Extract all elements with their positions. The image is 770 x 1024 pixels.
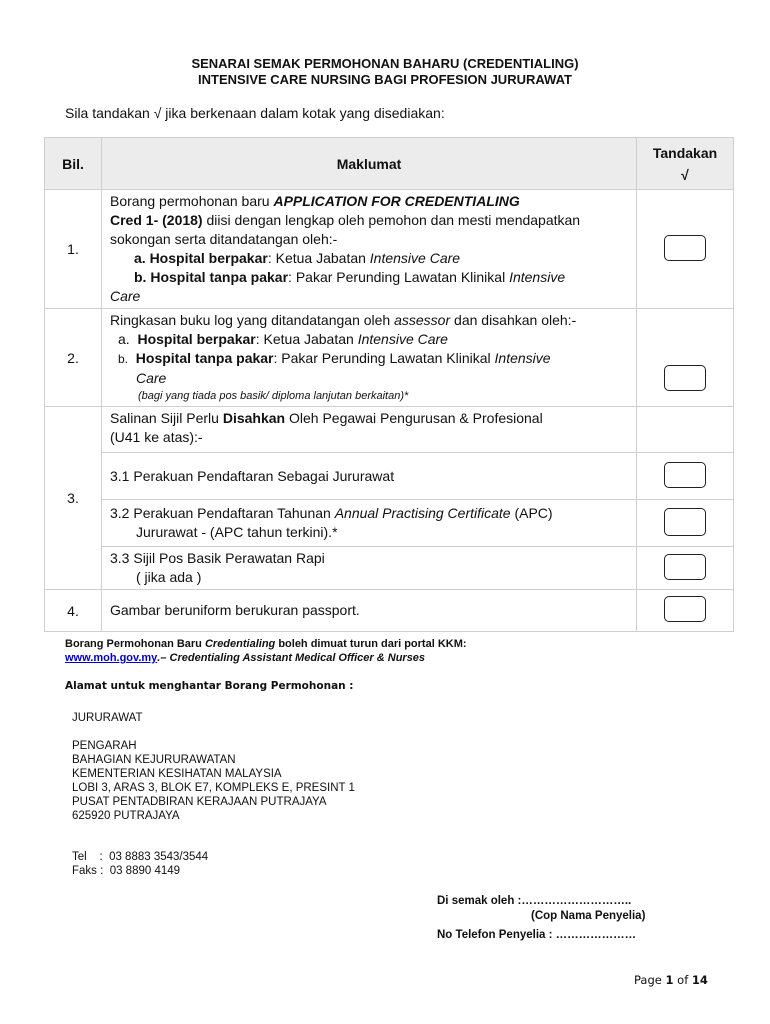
- row-4-text: Gambar beruniform berukuran passport.: [102, 590, 637, 632]
- row-3-2-tick-cell: [637, 500, 734, 547]
- row-3-3-line-1: 3.3 Sijil Pos Basik Perawatan Rapi: [110, 550, 325, 566]
- table-row: [45, 500, 734, 547]
- row-1-bil: 1.: [45, 190, 102, 309]
- address-line: PUSAT PENTADBIRAN KERAJAAN PUTRAJAYA: [72, 796, 327, 808]
- row-2-item-a-em: Intensive Care: [357, 331, 448, 347]
- row-3-heading: [102, 407, 637, 453]
- address-line: LOBI 3, ARAS 3, BLOK E7, KOMPLEKS E, PRESINT 1: [72, 782, 355, 794]
- col-bil: Bil.: [45, 138, 102, 190]
- row-3-2-line-2: Jururawat - (APC tahun terkini).*: [136, 524, 338, 540]
- row-1-item-b-text: : Pakar Perunding Lawatan Klinikal: [288, 269, 510, 285]
- page-of: of: [673, 973, 692, 987]
- col-tandakan-label: Tandakan: [652, 144, 718, 161]
- checklist-table: [44, 137, 734, 632]
- intro-text: Sila tandakan √ jika berkenaan dalam kotak yang disediakan:: [65, 105, 445, 121]
- table-row: [45, 309, 734, 407]
- row-2-item-a-mark: a.: [118, 331, 130, 347]
- tick-mark-icon: √: [681, 166, 689, 183]
- download-note: [65, 638, 467, 650]
- row-1-item-b-em: Intensive: [509, 269, 566, 285]
- portal-line-text: .– Credentialing Assistant Medical Officer & Nurses: [157, 652, 426, 664]
- row-3-2-text: [102, 500, 637, 547]
- portal-line: [65, 652, 425, 664]
- row-1-item-b-em-cont: Care: [110, 288, 141, 304]
- row-1-line-1: Borang permohonan baru: [110, 193, 274, 209]
- table-header-row: [45, 138, 734, 190]
- row-1-item-a-label: a. Hospital berpakar: [134, 250, 268, 266]
- row-3-2-line-1-end: (APC): [510, 505, 553, 521]
- row-2-item-b-mark: b.: [118, 352, 129, 366]
- row-2-item-b-label: Hospital tanpa pakar: [135, 350, 274, 366]
- row-1-maklumat: [102, 190, 637, 309]
- download-note-text: Borang Permohonan Baru: [65, 638, 205, 650]
- telephone: Tel : 03 8883 3543/3544: [72, 851, 209, 863]
- row-3-2-line-1: 3.2 Perakuan Pendaftaran Tahunan: [110, 505, 335, 521]
- row-1-item-b-label: b. Hospital tanpa pakar: [134, 269, 289, 285]
- row-2-item-b-em-cont: Care: [136, 370, 167, 386]
- row-3-2-apc: Annual Practising Certificate: [334, 505, 511, 521]
- table-row: [45, 407, 734, 453]
- supervisor-stamp-label: (Cop Nama Penyelia): [531, 910, 646, 922]
- download-note-em: Credentialing: [204, 638, 276, 650]
- row-3-1-checkbox[interactable]: [664, 462, 706, 488]
- address-to: JURURAWAT: [72, 712, 143, 724]
- row-2-note: (bagi yang tiada pos basik/ diploma lanjutan berkaitan)*: [138, 390, 409, 402]
- address-line: 625920 PUTRAJAYA: [72, 810, 180, 822]
- row-2-item-a-label: Hospital berpakar: [137, 331, 256, 347]
- row-1-form-name: APPLICATION FOR CREDENTIALING: [273, 193, 520, 209]
- row-3-heading-line-2: (U41 ke atas):-: [110, 429, 203, 445]
- row-1-item-a-em: Intensive Care: [369, 250, 461, 266]
- row-3-heading-tick-cell: [637, 407, 734, 453]
- checked-by: Di semak oleh :………………………..: [437, 895, 632, 907]
- row-3-3-tick-cell: [637, 547, 734, 590]
- row-1-item-a-text: : Ketua Jabatan: [267, 250, 370, 266]
- row-1-tick-cell: [637, 190, 734, 309]
- row-3-1-text: 3.1 Perakuan Pendaftaran Sebagai Jururawat: [102, 453, 637, 500]
- row-3-heading-text: Salinan Sijil Perlu: [110, 410, 223, 426]
- row-1-form-code: Cred 1- (2018): [110, 212, 203, 228]
- row-2-bil: 2.: [45, 309, 102, 407]
- fax: Faks : 03 8890 4149: [72, 865, 181, 877]
- title-line-2: INTENSIVE CARE NURSING BAGI PROFESION JURURAWAT: [198, 72, 572, 87]
- row-3-heading-text-end: Oleh Pegawai Pengurusan & Profesional: [285, 410, 543, 426]
- table-row: [45, 190, 734, 309]
- page-total: 14: [691, 973, 708, 987]
- row-3-3-checkbox[interactable]: [664, 554, 706, 580]
- row-2-checkbox[interactable]: [664, 365, 706, 391]
- row-4-tick-cell: [637, 590, 734, 632]
- row-3-2-checkbox[interactable]: [664, 508, 706, 536]
- row-2-maklumat: [102, 309, 637, 407]
- row-1-line-2: diisi dengan lengkap oleh pemohon dan mesti mendapatkan sokongan serta ditandatangan oleh:-: [110, 212, 581, 247]
- title-line-1: SENARAI SEMAK PERMOHONAN BAHARU (CREDENTIALING): [191, 56, 579, 71]
- row-3-bil: 3.: [45, 407, 102, 590]
- row-1-checkbox[interactable]: [664, 235, 706, 261]
- table-row: [45, 453, 734, 500]
- row-3-3-text: [102, 547, 637, 590]
- download-note-text-end: boleh dimuat turun dari portal KKM:: [275, 638, 467, 650]
- col-maklumat: Maklumat: [102, 138, 637, 190]
- table-row: [45, 547, 734, 590]
- address-line: PENGARAH: [72, 740, 137, 752]
- row-2-line-1-end: dan disahkan oleh:-: [450, 312, 577, 328]
- supervisor-phone: No Telefon Penyelia : …………………: [437, 929, 637, 941]
- row-2-item-b-em: Intensive: [494, 350, 551, 366]
- col-tandakan: [637, 138, 734, 190]
- row-2-item-a-text: : Ketua Jabatan: [255, 331, 358, 347]
- row-2-item-b-text: : Pakar Perunding Lawatan Klinikal: [273, 350, 495, 366]
- table-row: [45, 590, 734, 632]
- row-2-tick-cell: [637, 309, 734, 407]
- address-label: Alamat untuk menghantar Borang Permohonan :: [65, 680, 354, 692]
- moh-portal-link[interactable]: www.moh.gov.my: [65, 652, 158, 664]
- page-label: Page: [634, 973, 666, 987]
- row-2-assessor: assessor: [394, 312, 451, 328]
- page-current: 1: [665, 973, 674, 987]
- address-line: BAHAGIAN KEJURURAWATAN: [72, 754, 236, 766]
- row-3-heading-bold: Disahkan: [222, 410, 286, 426]
- address-block: [72, 739, 355, 823]
- row-3-3-line-2: ( jika ada ): [136, 569, 202, 585]
- row-2-line-1: Ringkasan buku log yang ditandatangan oleh: [110, 312, 395, 328]
- row-4-bil: 4.: [45, 590, 102, 632]
- row-3-1-tick-cell: [637, 453, 734, 500]
- row-4-checkbox[interactable]: [664, 596, 706, 622]
- address-line: KEMENTERIAN KESIHATAN MALAYSIA: [72, 768, 282, 780]
- page-number: [634, 973, 708, 987]
